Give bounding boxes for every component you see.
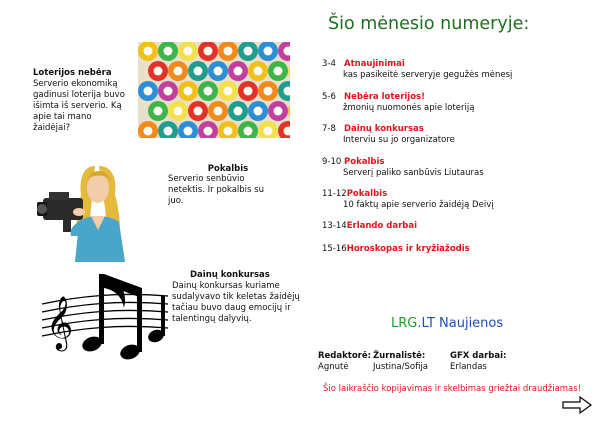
toc-item[interactable] (322, 221, 417, 232)
brand-naujienos: Naujienos (439, 316, 504, 331)
journalist-label: Žurnalistė: (373, 351, 426, 361)
toc-item[interactable] (322, 189, 494, 210)
svg-text:𝄞: 𝄞 (46, 295, 74, 349)
lottery-ball-label (204, 47, 213, 56)
toc-pages: 7-8 (322, 124, 336, 134)
next-page-arrow-icon[interactable] (562, 396, 592, 418)
toc-title: Nebėra loterijos! (344, 92, 425, 102)
toc-title: Dainų konkursas (344, 124, 424, 134)
lottery-title: Loterijos nebėra (33, 68, 112, 78)
camerawoman-image (35, 158, 153, 262)
lottery-ball-label (164, 87, 173, 96)
lottery-ball-label (224, 127, 233, 136)
interview-body: Serverio senbūvio netektis. Ir pokalbis su juo. (168, 174, 264, 206)
lottery-ball-label (154, 67, 163, 76)
lottery-ball-label (184, 127, 193, 136)
toc-description: Serverį paliko sanbūvis Liutauras (343, 168, 484, 178)
gfx-label: GFX darbai: (450, 351, 507, 361)
lottery-ball-label (254, 67, 263, 76)
brand-lt: .LT (417, 316, 435, 331)
lottery-ball-label (194, 67, 203, 76)
lottery-ball-label (234, 67, 243, 76)
lottery-ball-label (174, 107, 183, 116)
toc-pages: 9-10 (322, 157, 342, 167)
toc-title: Atnaujinimai (344, 59, 405, 69)
lottery-ball-label (164, 127, 173, 136)
lottery-ball-label (184, 47, 193, 56)
song-contest-body: Dainų konkursas kuriame sudalyvavo tik keletas žaidėjų tačiau buvo daug emocijų ir talentingų dalyvių. (172, 281, 300, 324)
lottery-ball-label (224, 47, 233, 56)
lottery-ball-label (204, 87, 213, 96)
toc-description: žmonių nuomonės apie loteriją (343, 103, 475, 113)
lottery-ball-label (214, 107, 223, 116)
music-notes-image (40, 266, 170, 366)
journalist-credit (373, 351, 428, 373)
copyright-notice: Šio laikraščio kopijavimas ir skelbimas griežtai draudžiamas! (323, 384, 582, 394)
song-contest-title: Dainų konkursas (190, 270, 270, 280)
toc-item[interactable] (322, 59, 513, 80)
lottery-body: Serverio ekonomiką gadinusi loterija buvo išimta iš serverio. Ką apie tai mano žaidėjai? (33, 79, 125, 133)
editor-label: Redaktorė: (318, 351, 372, 361)
toc-description: 10 faktų apie serverio žaidėją Deivį (343, 200, 494, 210)
issue-title: Šio mėnesio numeryje: (328, 14, 530, 34)
lottery-ball-label (214, 67, 223, 76)
newspaper-brand (391, 316, 503, 331)
editor-name: Agnutė (318, 362, 349, 372)
gfx-name: Erlandas (450, 362, 487, 372)
toc-item[interactable] (322, 124, 455, 145)
lottery-ball-label (264, 87, 273, 96)
editor-credit (318, 351, 371, 373)
lottery-teaser (33, 68, 128, 134)
toc-pages: 5-6 (322, 92, 336, 102)
brand-lrg: LRG (391, 316, 418, 331)
lottery-ball-label (204, 127, 213, 136)
lottery-ball-label (244, 47, 253, 56)
toc-description: Interviu su jo organizatore (343, 135, 455, 145)
lottery-ball-label (174, 67, 183, 76)
lottery-ball-label (224, 87, 233, 96)
lottery-ball-label (144, 47, 153, 56)
lottery-balls-image (138, 42, 290, 138)
interview-title: Pokalbis (207, 164, 249, 174)
toc-pages: 3-4 (322, 59, 336, 69)
lottery-ball-label (244, 87, 253, 96)
lottery-ball-label (164, 47, 173, 56)
toc-item[interactable] (322, 92, 475, 113)
journalist-name: Justina/Sofija (373, 362, 428, 372)
toc-pages: 13-14 (322, 221, 347, 231)
lottery-ball-label (264, 47, 273, 56)
toc-item[interactable] (322, 244, 470, 255)
toc-title: Pokalbis (344, 157, 385, 167)
lottery-ball-label (144, 127, 153, 136)
lottery-ball-label (184, 87, 193, 96)
lottery-ball-label (254, 107, 263, 116)
lottery-ball-label (244, 127, 253, 136)
lottery-ball-label (144, 87, 153, 96)
lottery-ball-label (274, 107, 283, 116)
toc-title: Erlando darbai (346, 221, 418, 231)
toc-title: Pokalbis (346, 189, 388, 199)
toc-item[interactable] (322, 157, 484, 178)
lottery-ball-label (154, 107, 163, 116)
toc-title: Horoskopas ir kryžiažodis (346, 244, 470, 254)
lottery-ball-label (274, 67, 283, 76)
toc-description: kas pasikeitė serveryje gegužės mėnesį (343, 70, 513, 80)
lottery-ball-label (194, 107, 203, 116)
toc-pages: 11-12 (322, 189, 347, 199)
lottery-ball-label (234, 107, 243, 116)
lottery-ball-label (264, 127, 273, 136)
gfx-credit (450, 351, 506, 373)
toc-pages: 15-16 (322, 244, 347, 254)
